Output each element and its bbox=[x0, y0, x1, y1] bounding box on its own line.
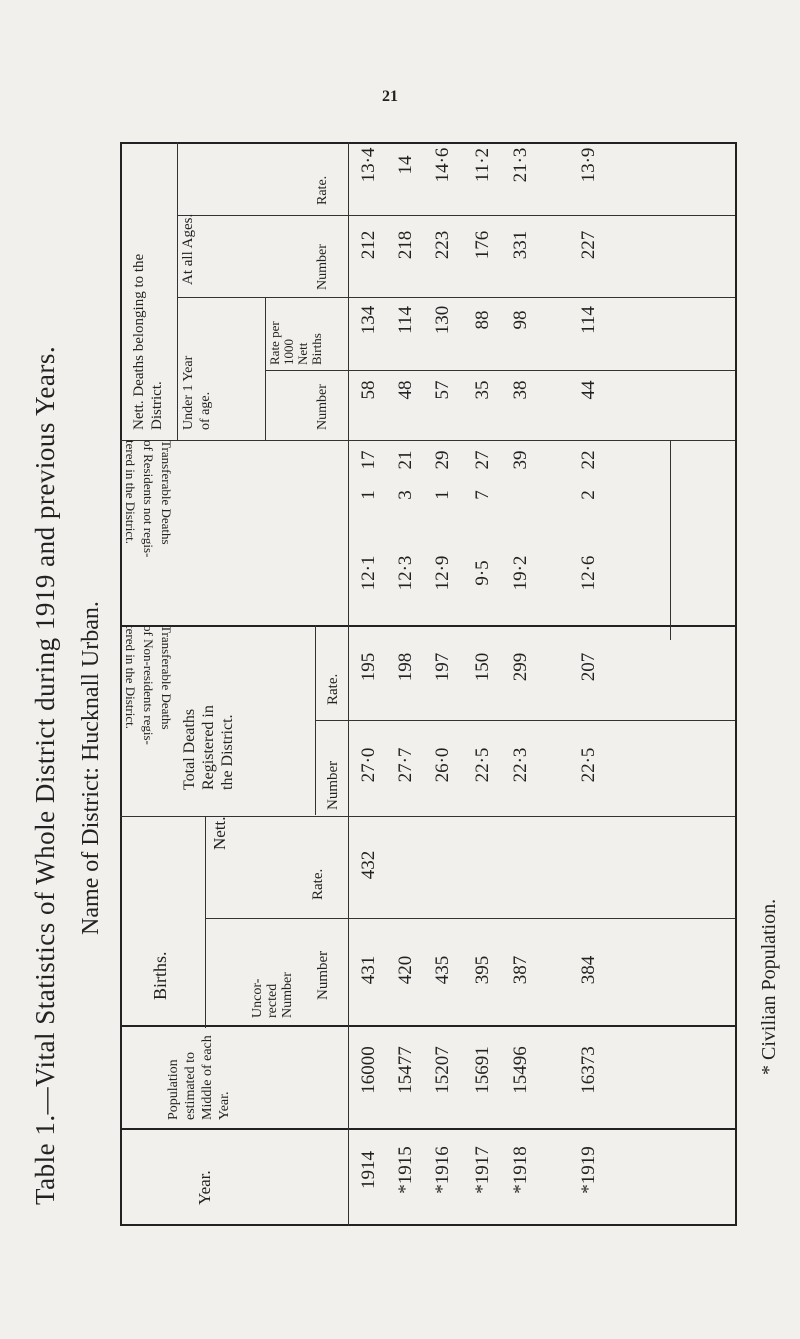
cell-td_num: 299 bbox=[510, 652, 531, 682]
cell-nett_rate: 27·0 bbox=[358, 747, 379, 783]
cell-td_rate: 19·2 bbox=[510, 555, 531, 591]
header-transferable-nonresident: Transferable Deaths of Non-residents regis- tered in the District. bbox=[123, 625, 174, 745]
cell-res: 27 bbox=[472, 450, 493, 470]
cell-inf_rate: 98 bbox=[510, 310, 531, 330]
cell-td_num: 198 bbox=[395, 652, 416, 682]
cell-year: *1915 bbox=[395, 1146, 416, 1194]
cell-nett_rate: 22·5 bbox=[578, 747, 599, 783]
table-title: Table 1.—Vital Statistics of Whole District during 1919 and previous Years. bbox=[30, 345, 60, 1205]
header-rate-per-1000: Rate per 1000 Nett Births bbox=[267, 321, 324, 365]
cell-inf_num: 35 bbox=[472, 380, 493, 400]
cell-pop: 15496 bbox=[510, 1046, 531, 1094]
cell-res: 29 bbox=[432, 450, 453, 470]
header-all-ages: At all Ages. bbox=[180, 213, 196, 285]
cell-all_num: 176 bbox=[472, 230, 493, 260]
cell-td_num: 195 bbox=[358, 652, 379, 682]
header-births: Births. bbox=[150, 951, 170, 1000]
header-year: Year. bbox=[195, 1170, 214, 1205]
cell-all_num: 227 bbox=[578, 230, 599, 260]
cell-unc: 384 bbox=[578, 955, 599, 985]
header-births-nett: Nett. bbox=[210, 816, 229, 850]
footnote: * Civilian Population. bbox=[758, 898, 780, 1075]
cell-pop: 15207 bbox=[432, 1046, 453, 1094]
cell-nonres: 1 bbox=[358, 490, 379, 500]
cell-year: *1916 bbox=[432, 1146, 453, 1194]
cell-res: 17 bbox=[358, 450, 379, 470]
header-all-ages-rate: Rate. bbox=[315, 175, 330, 205]
cell-td_num: 197 bbox=[432, 652, 453, 682]
cell-inf_num: 58 bbox=[358, 380, 379, 400]
cell-all_rate: 13·4 bbox=[358, 147, 379, 183]
cell-td_rate: 12·6 bbox=[578, 555, 599, 591]
cell-all_num: 331 bbox=[510, 230, 531, 260]
cell-nett_rate: 27·7 bbox=[395, 747, 416, 783]
cell-nett_num: 432 bbox=[358, 850, 379, 880]
header-total-deaths-rate: Rate. bbox=[325, 673, 341, 705]
cell-inf_rate: 130 bbox=[432, 305, 453, 335]
cell-inf_num: 44 bbox=[578, 380, 599, 400]
cell-inf_rate: 114 bbox=[578, 306, 599, 334]
cell-inf_num: 38 bbox=[510, 380, 531, 400]
cell-td_rate: 12·3 bbox=[395, 555, 416, 591]
cell-nonres: 3 bbox=[395, 490, 416, 500]
cell-pop: 15691 bbox=[472, 1046, 493, 1094]
cell-unc: 431 bbox=[358, 955, 379, 985]
cell-year: 1914 bbox=[358, 1151, 379, 1189]
page-number: 21 bbox=[382, 88, 398, 105]
cell-td_rate: 9·5 bbox=[472, 560, 493, 586]
cell-all_num: 212 bbox=[358, 230, 379, 260]
cell-all_num: 223 bbox=[432, 230, 453, 260]
cell-res: 21 bbox=[395, 450, 416, 470]
header-total-deaths-number: Number bbox=[325, 760, 341, 810]
header-under-1: Under 1 Year of age. bbox=[181, 355, 213, 430]
cell-res: 39 bbox=[510, 450, 531, 470]
cell-year: *1918 bbox=[510, 1146, 531, 1194]
cell-nett_rate: 22·3 bbox=[510, 747, 531, 783]
cell-pop: 16373 bbox=[578, 1046, 599, 1094]
district-subtitle: Name of District: Hucknall Urban. bbox=[78, 601, 104, 935]
cell-nonres: 7 bbox=[472, 490, 493, 500]
cell-nett_rate: 22·5 bbox=[472, 747, 493, 783]
cell-td_num: 207 bbox=[578, 652, 599, 682]
cell-nonres: 1 bbox=[432, 490, 453, 500]
cell-year: *1917 bbox=[472, 1146, 493, 1194]
cell-nonres: 2 bbox=[578, 490, 599, 500]
cell-inf_rate: 114 bbox=[395, 306, 416, 334]
cell-all_rate: 13·9 bbox=[578, 147, 599, 183]
cell-inf_rate: 134 bbox=[358, 305, 379, 335]
cell-pop: 16000 bbox=[358, 1046, 379, 1094]
header-uncorrected: Uncor- rected Number bbox=[250, 972, 295, 1018]
cell-all_rate: 11·2 bbox=[472, 147, 493, 183]
cell-inf_num: 57 bbox=[432, 380, 453, 400]
cell-td_rate: 12·9 bbox=[432, 555, 453, 591]
cell-res: 22 bbox=[578, 450, 599, 470]
cell-all_rate: 14 bbox=[395, 155, 416, 175]
header-all-ages-number: Number bbox=[315, 244, 330, 290]
cell-unc: 420 bbox=[395, 955, 416, 985]
cell-td_num: 150 bbox=[472, 652, 493, 682]
cell-all_rate: 21·3 bbox=[510, 147, 531, 183]
cell-nett_rate: 26·0 bbox=[432, 747, 453, 783]
header-under-1-number: Number bbox=[315, 384, 330, 430]
cell-td_rate: 12·1 bbox=[358, 555, 379, 591]
cell-all_rate: 14·6 bbox=[432, 147, 453, 183]
cell-unc: 387 bbox=[510, 955, 531, 985]
header-transferable-resident: Transferable Deaths of Residents not regis- tered in the District. bbox=[123, 440, 174, 558]
cell-unc: 395 bbox=[472, 955, 493, 985]
header-total-deaths: Total Deaths Registered in the District. bbox=[181, 705, 236, 790]
header-births-number: Number bbox=[315, 950, 331, 1000]
cell-all_num: 218 bbox=[395, 230, 416, 260]
header-population: Population estimated to Middle of each Year. bbox=[166, 1035, 232, 1120]
header-births-rate: Rate. bbox=[310, 868, 326, 900]
cell-year: *1919 bbox=[578, 1146, 599, 1194]
cell-inf_rate: 88 bbox=[472, 310, 493, 330]
cell-unc: 435 bbox=[432, 955, 453, 985]
header-nett-deaths: Nett. Deaths belonging to the District. bbox=[131, 253, 165, 430]
cell-inf_num: 48 bbox=[395, 380, 416, 400]
cell-pop: 15477 bbox=[395, 1046, 416, 1094]
